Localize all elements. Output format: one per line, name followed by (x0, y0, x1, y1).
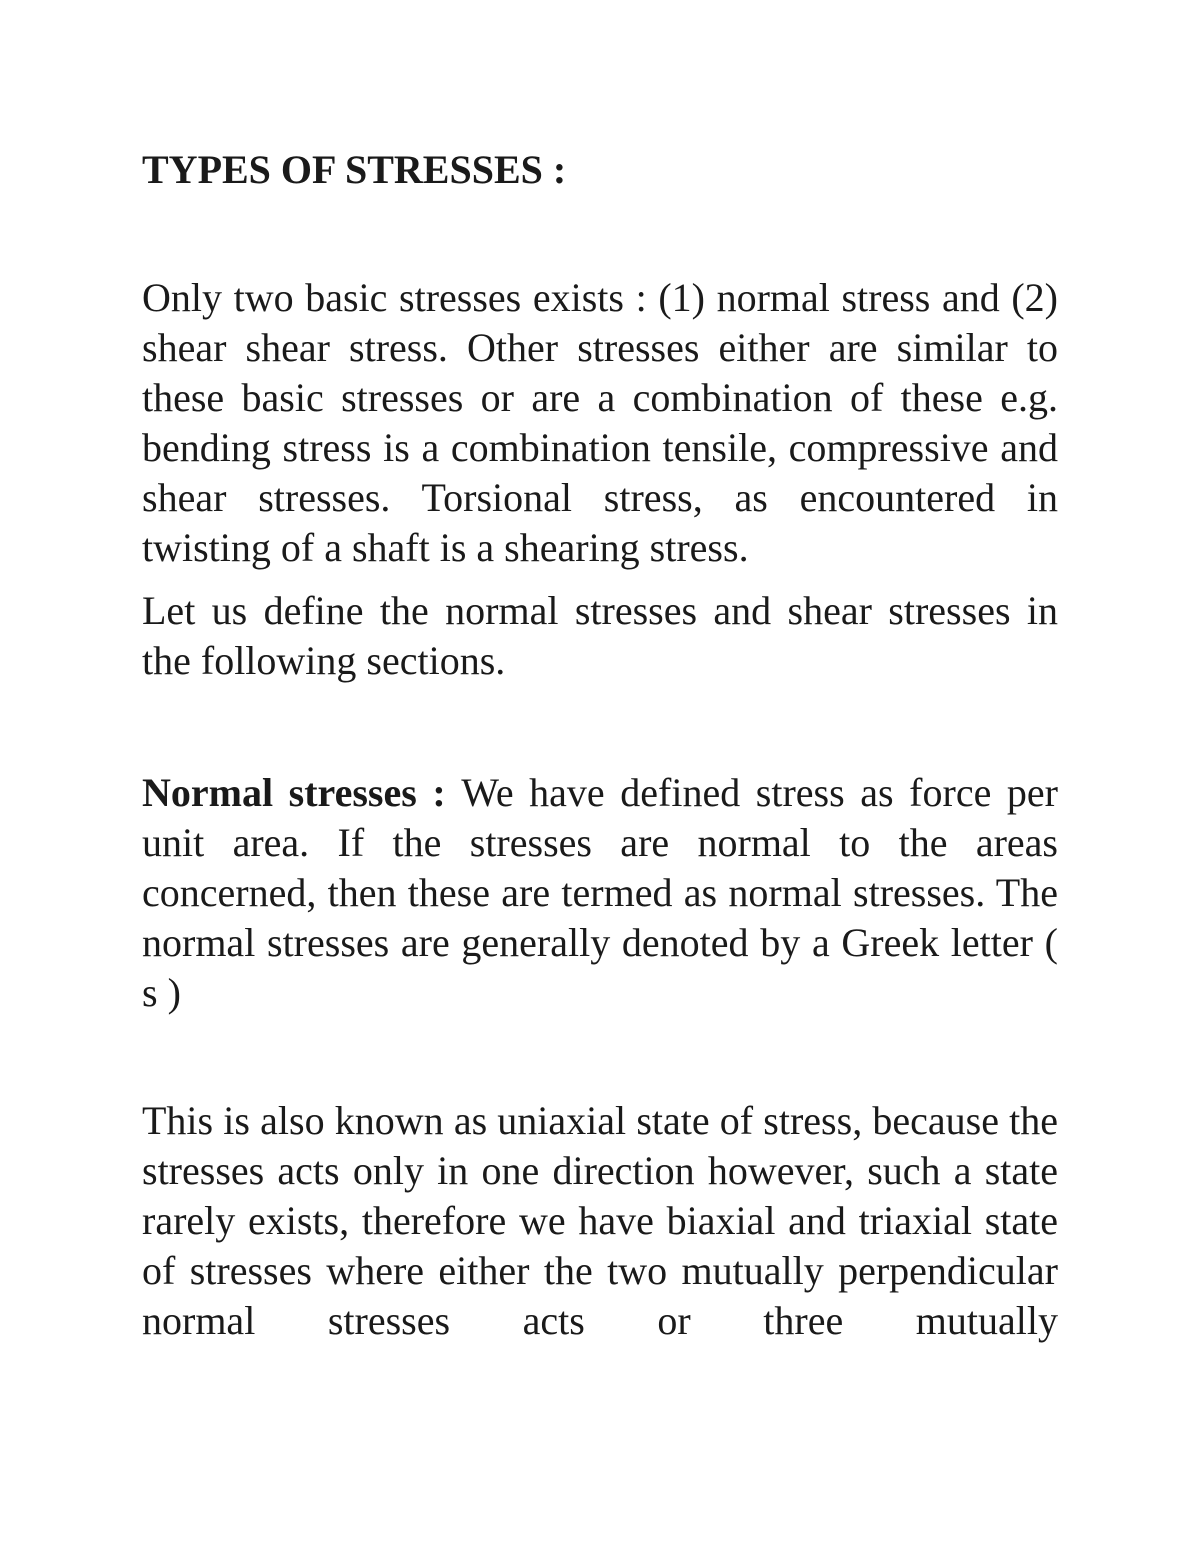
paragraph-normal-stresses (142, 768, 1058, 1018)
paragraph-basic-stresses: Only two basic stresses exists : (1) normal stress and (2) shear shear stress. Other stresses either are similar to these basic stresses or are a combination of these e.g. bending stress is a combination tensile, compressive and shear stresses. Torsional stress, as encountered in twisting of a shaft is a shearing stress. (142, 275, 1058, 570)
normal-stresses-text: We have defined stress as force per unit area. If the stresses are normal to the areas concerned, then these are termed as normal stresses. The normal stresses are generally denoted by a Greek letter ( s ) (142, 770, 1058, 1015)
paragraph-define-stresses: Let us define the normal stresses and shear stresses in the following sections. (142, 588, 1058, 683)
paragraph-uniaxial-state: This is also known as uniaxial state of stress, because the stresses acts only in one direction however, such a state rarely exists, therefore we have biaxial and triaxial state of stresses where either the two mutually perpendicular normal stresses acts or three mutually (142, 1098, 1058, 1343)
normal-stresses-label: Normal stresses : (142, 770, 462, 815)
section-heading: TYPES OF STRESSES : (142, 147, 567, 192)
